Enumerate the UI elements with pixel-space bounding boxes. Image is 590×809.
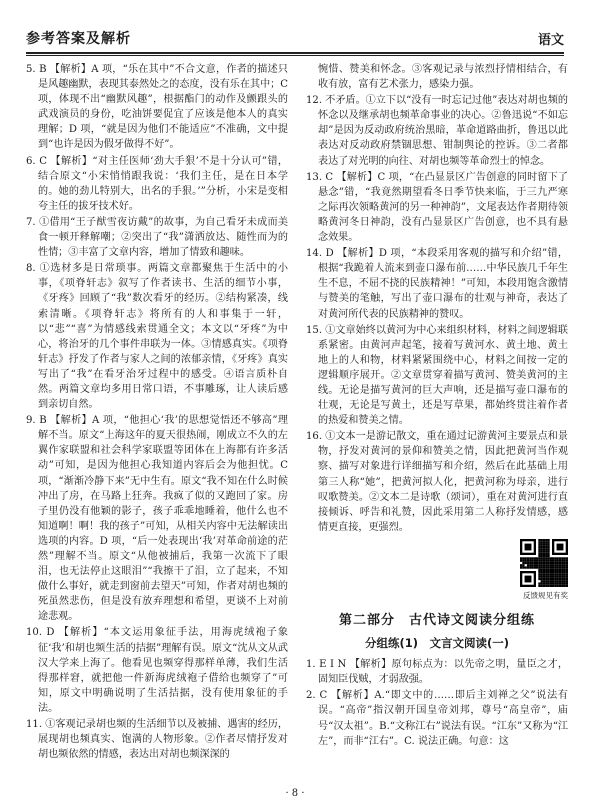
header-title: 参考答案及解析 (26, 31, 131, 47)
answer-item: 5. B 【解析】A 项，“乐在其中”不合文意，作者的描述只是风趣幽默，表现其泰然处之的态度，没有乐在其中；C 项，体现不出“幽默风趣”，根据酯门的动作及颤跟头的武戏演员的身份，吃油饼要促宜了应该是他本人的真实理解；D 项，“就是因为他们不能适应”不准确，文中提到“也许是因为假牙做得不好”。 (26, 64, 288, 151)
qr-caption: 反馈规见有奖 (523, 590, 568, 600)
qr-block (306, 539, 568, 603)
answer-item: 12. 不矛盾。①立下以“没有一时忘记过他”表达对胡也频的怀念以及继承胡也频革命事业的决心。②鲁迅说“不如忘却”是因为反动政府统治黑暗，革命道路曲折，鲁迅以此表达对反动政府禁锢思想、钳制舆论的控诉。③二者都表达了对光明的向往、对胡也频等革命烈士的悼念。 (306, 95, 568, 167)
answer-continuation: 惋惜、赞美和怀念。③客观记录与浓烈抒情相结合，有收有放，富有艺术张力，感染力强。 (318, 64, 568, 91)
answer-item: 6. C 【解析】“对主任医师‘劲大手狠’不是十分认可”错，结合原文“小宋悄悄跟我说：‘我们主任，是在日本学的。她的劲儿特别大，出名的手狠。’”分析，小宋是变相夸主任的拔牙技术好。 (26, 155, 288, 212)
left-column (26, 62, 288, 763)
header-rule-thick (26, 52, 564, 54)
answer-item: 13. C 【解析】C 项，“在凸显景区广告创意的同时留下了悬念”错，“我竟然期望看冬日季节快来临，于三九严寒之际再次领略黄河的另一种神韵”，文尾表达作者期待领略黄河冬日神韵，没有凸显景区广告创意，也不具有悬念效果。 (306, 171, 568, 244)
group-title: 分组练(1) 文言文阅读(一) (364, 636, 510, 651)
header-subject: 语文 (537, 33, 564, 48)
answer-item: 7. ①借用“王子猷雪夜访戴”的故事，为自己看牙未成而美食一顿开释解嘲；②突出了“我”潇洒放达、随性而为的性情；③丰富了文章内容，增加了情致和趣味。 (26, 216, 288, 259)
header-rule-thin (26, 55, 564, 56)
answer-item: 1. E I N 【解析】原句标点为：以先帝之明，量臣之才，固知臣伐贼，才弱敌强。 (306, 659, 568, 686)
section-title: 第二部分 古代诗文阅读分组练 (338, 613, 535, 628)
answer-item: 10. D 【解析】“本文运用象征手法，用海虎绒袍子象征‘我’和胡也频生活的拮据”理解有误。原文“沈从文从武汉大学来上海了。他看见也频穿得那样单薄，我们生活得那样窘，就把他一件新海虎绒袍子借给也频穿了”可知，原文中明确说明了生活拮据，没有使用象征的手法。 (26, 627, 288, 714)
answer-item: 2. C 【解析】A.“即文中的……即后主刘禅之父”说法有误。“高帝”指汉朝开国皇帝刘邦，尊号“高皇帝”，庙号“汉太祖”。B.“文称江右”说法有误。“江东”又称为“江左”，而非“江右”。C. 说法正确。句意：这 (306, 690, 568, 747)
right-column (306, 62, 568, 750)
answer-item: 15. ①文章始终以黄河为中心来组织材料，材料之间逻辑联系紧密。由黄河声起笔，接着写黄河水、黄土地、黄土地上的人和物，材料紧紧围绕中心，材料之间按一定的逻辑顺序展开。②文章贯穿着描写黄河、赞美黄河的主线。无论是描写黄河的巨大声响，还是描写壶口瀑布的壮观，无论是写黄土，还是写草果，都始终贯注着作者的热爱和赞美之情。 (306, 324, 568, 427)
page-header (26, 22, 564, 48)
page-number: · 8 · (285, 788, 305, 799)
answer-item: 16. ①文本一是游记散文，重在通过记游黄河主要景点和景物，抒发对黄河的景仰和赞美之情，因此把黄河当作观察、描写对象进行详细描写和介绍，然后在此基础上用第三人称“她”，把黄河拟人化，把黄河称为母亲，进行叹歌赞美。②文本二是诗歌（颂词），重在对黄河进行直接倾诉、呼告和礼赞，因此采用第二人称抒发情感，感情更直接，更强烈。 (306, 431, 568, 533)
answer-item: 14. D 【解析】D 项，“本段采用客观的描写和介绍”错，根据“我跪着人流来到壶口瀑布前……中华民族几千年生生不息，不屈不挠的民族精神！”可知，本段用饱含激情与赞美的笔触，写出了壶口瀑布的壮观与神奇，表达了对黄河所代表的民族精神的赞叹。 (306, 248, 568, 320)
answer-item: 8. ①选材多是日常琐事。两篇文章都聚焦于生活中的小事，《项脊轩志》叙写了作者读书、生活的细节小事，《牙疼》回顾了“我”数次看牙的经历。②结构紧凑，线索清晰。《项脊轩志》将所有的人和事集于一轩，以“悲”“喜”为情感线索贯通全文；本文以“牙疼”为中心，将治牙的几个事件串联为一体。③情感真实。《项脊轩志》抒发了作者与家人之间的浓郁亲情，《牙疼》真实写出了“我”在看牙治牙过程中的感受。④语言质朴自然。两篇文章均多用日常口语，不事雕琢，让人读后感到亲切自然。 (26, 263, 288, 411)
qr-code-icon (520, 539, 568, 587)
answer-item: 9. B 【解析】A 项，“他担心‘我’的思想觉悟还不够高”理解不当。原文“上海这年的夏天很热闹，刚成立不久的左翼作家联盟和社会科学家联盟等团体在上海都有许多活动”可知，是因为他担心我知道内容后会为他担忧。C 项，“渐渐冷静下来”无中生有。原文“我不知在什么时候冲出了房，在马路上狂奔。我疯了似的又跑回了家。房子里仍没有他颖的影子，孩子乖乖地睡着，他什么也不知道啊！啊！我的孩子”可知，从相关内容中无法解读出选项的内容。D 项，“后一处表现出‘我’对革命前途的茫然”理解不当。原文“从他被捕后，我第一次流下了眼泪，也无法停止这眼泪”“我擦干了泪，立了起来，不知做什么事好，就走到窗前去望天”可知，作者对胡也频的死虽然悲伤，但是没有放弃理想和希望，更谈不上对前途悲观。 (26, 415, 288, 623)
answer-item: 11. ①客观记录胡也频的生活细节以及被捕、遇害的经历，展现胡也频真实、饱满的人物形象。②作者尽情抒发对胡也频依然的情感，表达出对胡也频深深的 (26, 719, 288, 761)
